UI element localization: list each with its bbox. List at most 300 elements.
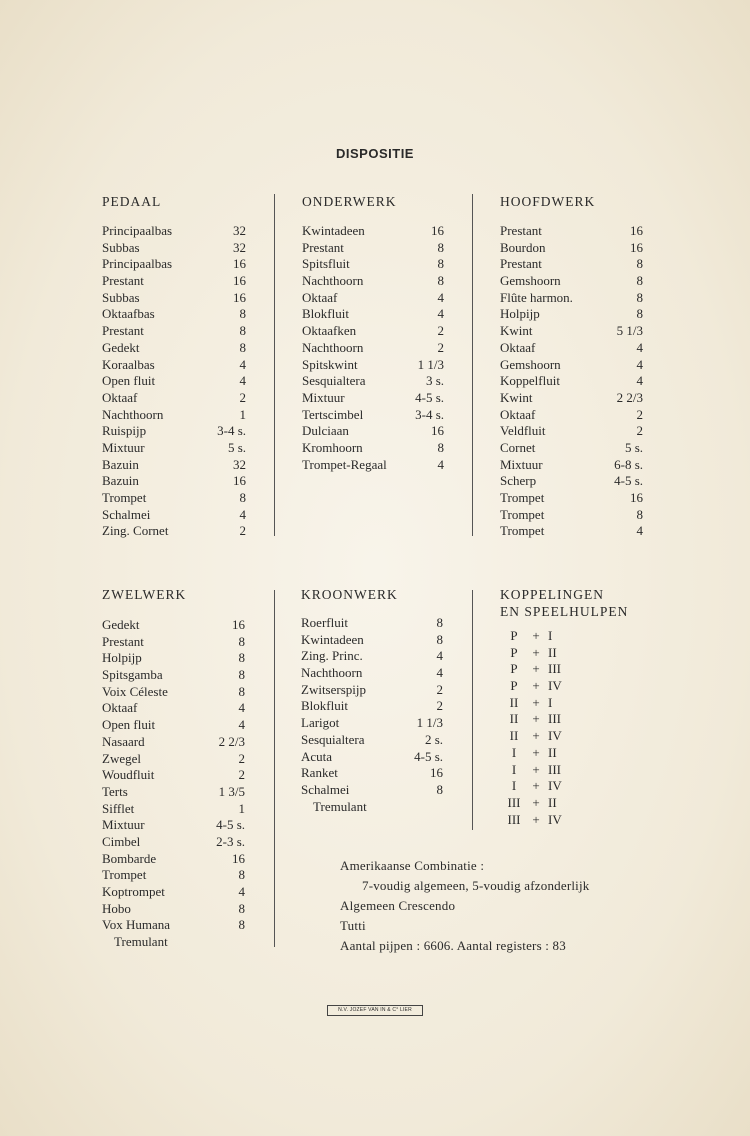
stop-name: Prestant	[302, 239, 344, 255]
stop-name: Gemshoorn	[500, 273, 561, 289]
stop-name: Vox Humana	[102, 917, 171, 933]
coupler-row	[500, 778, 660, 795]
stop-value: 16	[233, 256, 246, 272]
stop-row	[102, 256, 246, 273]
stop-name: Koptrompet	[102, 884, 165, 899]
stop-value: 8	[238, 650, 245, 666]
stop-row	[102, 423, 246, 440]
stop-row	[102, 507, 246, 524]
stop-name: Spitsfluit	[302, 256, 350, 272]
stop-value: 4	[636, 523, 643, 539]
stop-value: 2	[436, 698, 443, 714]
coupler-to: III	[548, 711, 561, 727]
stop-value: 8	[239, 339, 246, 355]
coupler-to: IV	[548, 678, 562, 694]
stop-value: 8	[238, 900, 245, 916]
stop-row	[500, 407, 643, 424]
stop-name: Sesquialtera	[302, 373, 366, 389]
kroonwerk-tremulant: Tremulant	[313, 798, 367, 814]
coupler-from: III	[507, 811, 521, 827]
coupler-to: I	[548, 694, 553, 710]
stop-row	[500, 273, 643, 290]
coupler-plus: +	[532, 761, 540, 777]
stop-name: Bourdon	[500, 239, 546, 255]
stop-name: Oktaaf	[500, 339, 536, 355]
stop-name: Gedekt	[102, 617, 140, 632]
stop-row	[102, 523, 246, 540]
stop-name: Blokfluit	[302, 306, 349, 322]
stop-value: 1	[239, 406, 246, 422]
stop-row	[500, 373, 643, 390]
stop-row	[102, 440, 246, 457]
coupler-plus: +	[532, 661, 540, 677]
stop-name: Zing. Princ.	[301, 648, 363, 664]
coupler-from: III	[507, 794, 521, 810]
stop-name: Kwintadeen	[302, 223, 365, 238]
coupler-to: IV	[548, 728, 562, 744]
stop-row	[302, 223, 444, 240]
stop-name: Kwintadeen	[301, 631, 364, 647]
stop-value: 16	[233, 473, 246, 489]
coupler-from: P	[510, 644, 518, 660]
coupler-plus: +	[532, 728, 540, 744]
divider-bottom-right	[472, 590, 473, 830]
stop-name: Trompet	[102, 490, 147, 505]
coupler-from: P	[510, 661, 518, 677]
coupler-to: IV	[548, 811, 562, 827]
stop-value: 8	[239, 490, 246, 505]
stop-row	[301, 632, 443, 649]
stop-name: Trompet	[500, 506, 545, 522]
hoofdwerk-heading: HOOFDWERK	[500, 194, 596, 209]
stop-name: Hobo	[102, 900, 131, 916]
stop-name: Trompet	[500, 523, 545, 539]
coupler-row	[500, 628, 660, 645]
stop-value: 4	[437, 306, 444, 322]
stop-name: Nachthoorn	[302, 339, 364, 355]
stop-value: 16	[232, 617, 245, 632]
stop-value: 2 2/3	[218, 733, 245, 749]
stop-name: Oktaaf	[500, 406, 536, 422]
stop-value: 3-4 s.	[415, 406, 444, 422]
koppelingen-section	[500, 587, 660, 828]
stop-row	[500, 290, 643, 307]
stop-value: 5 s.	[227, 439, 246, 455]
stop-name: Flûte harmon.	[500, 289, 573, 305]
stop-value: 2	[239, 389, 246, 405]
stop-value: 32	[233, 456, 246, 472]
stop-row	[102, 290, 246, 307]
stop-value: 16	[431, 223, 444, 238]
zwelwerk-section	[102, 587, 245, 951]
stop-value: 3-4 s.	[217, 423, 246, 439]
stop-row	[102, 490, 246, 507]
stop-value: 8	[636, 306, 643, 322]
stop-row	[102, 223, 246, 240]
coupler-plus: +	[532, 678, 540, 694]
stop-value: 2 s.	[424, 731, 443, 747]
coupler-to: II	[548, 644, 557, 660]
stop-name: Principaalbas	[102, 256, 173, 272]
stop-row	[302, 323, 444, 340]
stop-value: 8	[239, 306, 246, 322]
stop-name: Terts	[102, 783, 128, 799]
combination-label: Amerikaanse Combinatie :	[340, 858, 485, 873]
stop-value: 4	[636, 373, 643, 389]
stop-name: Mixtuur	[302, 389, 345, 405]
tutti-label: Tutti	[340, 918, 366, 933]
stop-name: Trompet-Regaal	[302, 456, 387, 472]
stop-row	[102, 457, 246, 474]
stop-value: 8	[636, 506, 643, 522]
stop-value: 4	[436, 665, 443, 681]
stop-row	[302, 357, 444, 374]
coupler-row	[500, 645, 660, 662]
pedaal-heading: PEDAAL	[102, 194, 162, 209]
stop-name: Woudfluit	[102, 767, 155, 783]
stop-name: Ruispijp	[102, 423, 147, 439]
stop-name: Tertscimbel	[302, 406, 364, 422]
stop-name: Bazuin	[102, 473, 139, 489]
zwelwerk-tremulant: Tremulant	[114, 934, 168, 950]
stop-name: Holpijp	[500, 306, 540, 322]
crescendo-label: Algemeen Crescendo	[340, 898, 456, 913]
stop-name: Prestant	[102, 273, 144, 289]
pipe-register-count: Aantal pijpen : 6606. Aantal registers : 83	[340, 938, 566, 953]
stop-name: Zwegel	[102, 750, 141, 766]
stop-value: 8	[238, 633, 245, 649]
stop-value: 8	[437, 239, 444, 255]
kroonwerk-section	[301, 587, 443, 815]
stop-value: 16	[232, 850, 245, 866]
coupler-row	[500, 711, 660, 728]
stop-value: 5 1/3	[616, 323, 643, 339]
onderwerk-section	[302, 194, 444, 473]
stop-row	[102, 323, 246, 340]
stop-name: Veldfluit	[500, 423, 546, 439]
coupler-row	[500, 728, 660, 745]
pedaal-section	[102, 194, 246, 540]
stop-row	[302, 256, 444, 273]
stop-value: 2	[436, 681, 443, 697]
stop-name: Mixtuur	[500, 456, 543, 472]
stop-value: 1	[238, 800, 245, 816]
coupler-to: II	[548, 744, 557, 760]
stop-value: 2	[437, 339, 444, 355]
coupler-row	[500, 661, 660, 678]
stop-name: Trompet	[102, 867, 147, 883]
coupler-plus: +	[532, 711, 540, 727]
coupler-list	[500, 628, 660, 828]
stop-row	[102, 240, 246, 257]
stop-row	[500, 223, 643, 240]
coupler-plus: +	[532, 644, 540, 660]
printer-imprint: N.V. JOZEF VAN IN & C° LIER	[327, 1005, 423, 1016]
stop-value: 2	[437, 323, 444, 339]
coupler-plus: +	[532, 778, 540, 794]
stop-value: 8	[238, 917, 245, 933]
stop-row	[102, 901, 245, 918]
stop-value: 8	[436, 781, 443, 797]
kroonwerk-stop-list	[301, 615, 443, 799]
coupler-row	[500, 678, 660, 695]
stop-row	[102, 767, 245, 784]
stop-name: Zing. Cornet	[102, 523, 169, 539]
stop-name: Schalmei	[301, 781, 350, 797]
coupler-from: P	[510, 678, 518, 694]
stop-row	[302, 390, 444, 407]
stop-name: Mixtuur	[102, 439, 145, 455]
stop-value: 8	[636, 273, 643, 289]
stop-value: 16	[630, 490, 643, 505]
stop-row	[500, 240, 643, 257]
combination-detail: 7-voudig algemeen, 5-voudig afzonderlijk	[362, 878, 590, 893]
stop-row	[102, 390, 246, 407]
stop-name: Oktaaf	[102, 389, 138, 405]
stop-value: 2-3 s.	[216, 833, 245, 849]
coupler-from: I	[511, 744, 517, 760]
stop-value: 16	[630, 223, 643, 238]
stop-value: 8	[238, 683, 245, 699]
stop-row	[102, 684, 245, 701]
stop-name: Acuta	[301, 748, 333, 764]
stop-value: 16	[430, 765, 443, 781]
stop-value: 8	[437, 256, 444, 272]
coupler-from: II	[509, 711, 519, 727]
stop-name: Ranket	[301, 765, 338, 781]
stop-row	[102, 784, 245, 801]
stop-name: Holpijp	[102, 650, 142, 666]
zwelwerk-stop-list	[102, 617, 245, 934]
onderwerk-stop-list	[302, 223, 444, 473]
stop-name: Roerfluit	[301, 615, 348, 630]
stop-name: Spitsgamba	[102, 667, 163, 683]
stop-row	[500, 457, 643, 474]
stop-name: Bombarde	[102, 850, 157, 866]
stop-row	[102, 834, 245, 851]
stop-row	[302, 423, 444, 440]
stop-name: Open fluit	[102, 373, 156, 389]
stop-row	[500, 357, 643, 374]
stop-name: Nachthoorn	[102, 406, 164, 422]
coupler-to: IV	[548, 778, 562, 794]
stop-name: Prestant	[500, 256, 542, 272]
stop-row	[500, 423, 643, 440]
stop-name: Spitskwint	[302, 356, 358, 372]
hoofdwerk-section	[500, 194, 643, 540]
stop-name: Kwint	[500, 323, 533, 339]
stop-value: 2	[636, 423, 643, 439]
stop-row	[102, 867, 245, 884]
stop-name: Voix Céleste	[102, 683, 168, 699]
stop-value: 4	[636, 339, 643, 355]
koppelingen-heading-line1: KOPPELINGEN	[500, 587, 604, 602]
stop-value: 8	[436, 631, 443, 647]
stop-row	[102, 357, 246, 374]
stop-row	[500, 390, 643, 407]
stop-name: Nachthoorn	[301, 665, 363, 681]
coupler-from: II	[509, 694, 519, 710]
pedaal-stop-list	[102, 223, 246, 540]
coupler-plus: +	[532, 744, 540, 760]
stop-row	[500, 473, 643, 490]
stop-name: Schalmei	[102, 506, 151, 522]
coupler-row	[500, 762, 660, 779]
stop-name: Prestant	[500, 223, 542, 238]
stop-name: Sesquialtera	[301, 731, 365, 747]
stop-value: 8	[636, 256, 643, 272]
stop-value: 32	[233, 239, 246, 255]
stop-value: 2 2/3	[616, 389, 643, 405]
coupler-plus: +	[532, 811, 540, 827]
stop-name: Larigot	[301, 715, 340, 731]
kroonwerk-heading: KROONWERK	[301, 587, 398, 602]
coupler-row	[500, 795, 660, 812]
coupler-plus: +	[532, 794, 540, 810]
coupler-from: I	[511, 761, 517, 777]
stop-row	[302, 373, 444, 390]
stop-value: 8	[636, 289, 643, 305]
stop-row	[102, 634, 245, 651]
stop-row	[102, 617, 245, 634]
stop-row	[302, 290, 444, 307]
divider-top-left	[274, 194, 275, 536]
stop-name: Prestant	[102, 323, 144, 339]
stop-value: 5 s.	[624, 439, 643, 455]
stop-row	[102, 801, 245, 818]
stop-row	[102, 884, 245, 901]
stop-value: 4	[636, 356, 643, 372]
stop-name: Prestant	[102, 633, 144, 649]
coupler-from: II	[509, 728, 519, 744]
coupler-row	[500, 745, 660, 762]
stop-name: Principaalbas	[102, 223, 173, 238]
stop-row	[301, 715, 443, 732]
coupler-to: II	[548, 794, 557, 810]
stop-row	[102, 306, 246, 323]
coupler-plus: +	[532, 628, 540, 643]
stop-row	[500, 440, 643, 457]
stop-value: 3 s.	[425, 373, 444, 389]
stop-row	[302, 273, 444, 290]
stop-value: 4	[239, 373, 246, 389]
stop-name: Scherp	[500, 473, 537, 489]
stop-value: 16	[233, 273, 246, 289]
stop-row	[302, 240, 444, 257]
stop-row	[302, 457, 444, 474]
stop-row	[301, 665, 443, 682]
stop-value: 8	[437, 439, 444, 455]
coupler-from: I	[511, 778, 517, 794]
stop-name: Oktaafken	[302, 323, 357, 339]
stop-value: 32	[233, 223, 246, 238]
onderwerk-heading: ONDERWERK	[302, 194, 397, 209]
stop-name: Zwitserspijp	[301, 681, 366, 697]
stop-row	[500, 523, 643, 540]
stop-name: Nachthoorn	[302, 273, 364, 289]
stop-row	[301, 698, 443, 715]
stop-name: Nasaard	[102, 733, 145, 749]
zwelwerk-heading: ZWELWERK	[102, 587, 187, 602]
stop-name: Trompet	[500, 490, 545, 505]
stop-row	[102, 650, 245, 667]
stop-row	[102, 273, 246, 290]
stop-value: 4-5 s.	[614, 473, 643, 489]
stop-name: Mixtuur	[102, 817, 145, 833]
stop-value: 16	[630, 239, 643, 255]
stop-name: Oktaafbas	[102, 306, 155, 322]
stop-name: Sifflet	[102, 800, 135, 816]
stop-row	[500, 507, 643, 524]
stop-name: Blokfluit	[301, 698, 348, 714]
stop-value: 4-5 s.	[216, 817, 245, 833]
stop-name: Koppelfluit	[500, 373, 560, 389]
stop-row	[301, 682, 443, 699]
stop-row	[102, 340, 246, 357]
stop-row	[500, 490, 643, 507]
stop-row	[102, 817, 245, 834]
stop-row	[500, 323, 643, 340]
stop-row	[102, 700, 245, 717]
stop-value: 6-8 s.	[614, 456, 643, 472]
stop-row	[500, 340, 643, 357]
stop-row	[102, 751, 245, 768]
stop-row	[301, 749, 443, 766]
stop-value: 1 1/3	[416, 715, 443, 731]
stop-row	[500, 256, 643, 273]
stop-value: 4	[238, 717, 245, 733]
stop-name: Subbas	[102, 289, 140, 305]
stop-name: Koraalbas	[102, 356, 155, 372]
stop-value: 4	[436, 648, 443, 664]
page-title: DISPOSITIE	[336, 146, 414, 161]
stop-value: 1 3/5	[218, 783, 245, 799]
stop-row	[301, 732, 443, 749]
stop-row	[102, 667, 245, 684]
stop-row	[102, 473, 246, 490]
stop-row	[102, 407, 246, 424]
divider-top-right	[472, 194, 473, 536]
stop-value: 4	[239, 506, 246, 522]
stop-row	[301, 782, 443, 799]
koppelingen-heading-line2: EN SPEELHULPEN	[500, 604, 629, 619]
stop-value: 4	[437, 456, 444, 472]
stop-value: 2	[636, 406, 643, 422]
stop-value: 8	[238, 667, 245, 683]
stop-name: Cimbel	[102, 833, 141, 849]
stop-value: 4	[437, 289, 444, 305]
stop-name: Subbas	[102, 239, 140, 255]
stop-value: 2	[238, 750, 245, 766]
stop-name: Dulciaan	[302, 423, 349, 439]
divider-bottom-left	[274, 590, 275, 947]
coupler-from: P	[510, 628, 518, 643]
stop-name: Kwint	[500, 389, 533, 405]
stop-value: 2	[239, 523, 246, 539]
stop-name: Oktaaf	[102, 700, 138, 716]
coupler-plus: +	[532, 694, 540, 710]
stop-value: 4	[238, 884, 245, 899]
stop-row	[302, 407, 444, 424]
coupler-to: III	[548, 761, 561, 777]
stop-name: Bazuin	[102, 456, 139, 472]
stop-value: 4-5 s.	[414, 748, 443, 764]
stop-value: 2	[238, 767, 245, 783]
stop-value: 8	[436, 615, 443, 630]
stop-name: Kromhoorn	[302, 439, 363, 455]
stop-row	[500, 306, 643, 323]
stop-row	[102, 917, 245, 934]
